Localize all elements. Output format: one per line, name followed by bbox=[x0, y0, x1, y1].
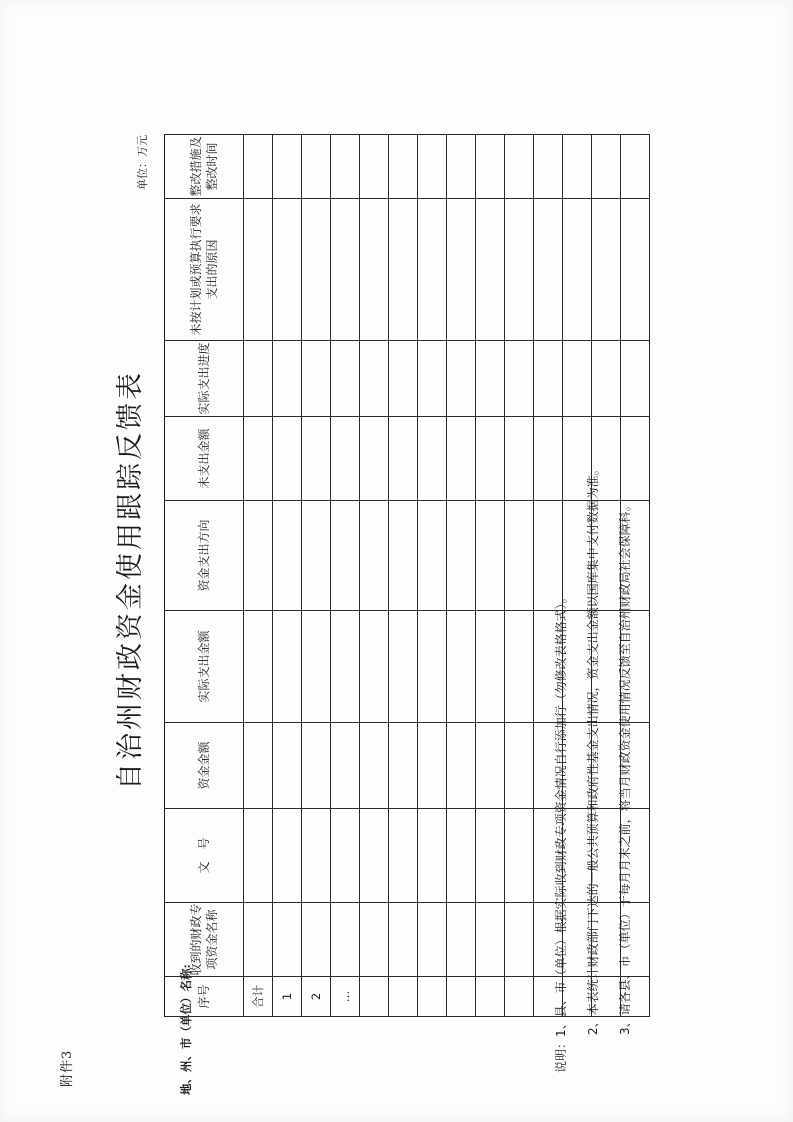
table-cell[interactable] bbox=[505, 903, 534, 977]
table-cell[interactable] bbox=[476, 809, 505, 903]
table-cell[interactable] bbox=[418, 135, 447, 199]
table-cell[interactable] bbox=[418, 341, 447, 417]
row-index-cell bbox=[418, 977, 447, 1017]
table-cell[interactable] bbox=[389, 199, 418, 341]
note-line: 2、本表统计财政部门下达的一般公共预算和政府性基金支出情况，资金支出金额以国库集中支付数据为准。 bbox=[586, 463, 600, 1035]
row-index-cell bbox=[447, 977, 476, 1017]
table-cell[interactable] bbox=[505, 501, 534, 611]
region-name-label: 地、州、市（单位）名称: bbox=[179, 964, 193, 1095]
row-index-cell: 2 bbox=[302, 977, 331, 1017]
table-row bbox=[360, 135, 389, 1017]
table-cell[interactable] bbox=[360, 199, 389, 341]
table-cell[interactable] bbox=[447, 723, 476, 809]
column-header: 收到的财政专项资金名称 bbox=[165, 903, 244, 977]
table-cell[interactable] bbox=[418, 501, 447, 611]
table-cell[interactable] bbox=[360, 611, 389, 723]
table-cell[interactable] bbox=[476, 417, 505, 501]
table-cell[interactable] bbox=[418, 417, 447, 501]
notes-section bbox=[545, 93, 641, 1073]
table-cell[interactable] bbox=[244, 809, 273, 903]
column-header: 未支出金额 bbox=[165, 417, 244, 501]
table-cell[interactable] bbox=[476, 341, 505, 417]
column-header: 未按计划或预算执行要求支出的原因 bbox=[165, 199, 244, 341]
table-cell[interactable] bbox=[447, 501, 476, 611]
column-header: 序号 bbox=[165, 977, 244, 1017]
table-cell[interactable] bbox=[302, 611, 331, 723]
table-cell[interactable] bbox=[331, 809, 360, 903]
table-cell[interactable] bbox=[389, 417, 418, 501]
row-index-cell bbox=[505, 977, 534, 1017]
table-cell[interactable] bbox=[476, 903, 505, 977]
table-cell[interactable] bbox=[273, 903, 302, 977]
table-cell[interactable] bbox=[505, 199, 534, 341]
table-row bbox=[244, 135, 273, 1017]
table-cell[interactable] bbox=[505, 723, 534, 809]
table-cell[interactable] bbox=[447, 199, 476, 341]
row-index-cell: 合计 bbox=[244, 977, 273, 1017]
table-cell[interactable] bbox=[302, 417, 331, 501]
table-cell[interactable] bbox=[331, 199, 360, 341]
table-cell[interactable] bbox=[505, 135, 534, 199]
table-cell[interactable] bbox=[389, 341, 418, 417]
table-cell[interactable] bbox=[418, 809, 447, 903]
row-index-cell: 1 bbox=[273, 977, 302, 1017]
table-cell[interactable] bbox=[273, 809, 302, 903]
column-header: 实际支出金额 bbox=[165, 611, 244, 723]
column-header: 整改措施及整改时间 bbox=[165, 135, 244, 199]
table-cell[interactable] bbox=[418, 199, 447, 341]
note-line: 说明：1、县、市（单位）根据实际收到财政专项资金情况自行添加行（勿修改表格格式）。 bbox=[554, 591, 568, 1073]
table-header-row bbox=[165, 135, 244, 1017]
table-cell[interactable] bbox=[331, 723, 360, 809]
table-cell[interactable] bbox=[447, 417, 476, 501]
column-header: 文 号 bbox=[165, 809, 244, 903]
table-cell[interactable] bbox=[331, 417, 360, 501]
table-cell[interactable] bbox=[447, 341, 476, 417]
table-cell[interactable] bbox=[360, 417, 389, 501]
rotated-sheet bbox=[40, 65, 730, 1095]
table-cell[interactable] bbox=[418, 903, 447, 977]
table-cell[interactable] bbox=[389, 903, 418, 977]
table-cell[interactable] bbox=[302, 501, 331, 611]
row-index-cell bbox=[476, 977, 505, 1017]
table-row bbox=[302, 135, 331, 1017]
table-cell[interactable] bbox=[273, 417, 302, 501]
table-cell[interactable] bbox=[418, 723, 447, 809]
table-cell[interactable] bbox=[244, 341, 273, 417]
table-cell[interactable] bbox=[244, 903, 273, 977]
table-cell[interactable] bbox=[389, 135, 418, 199]
table-cell[interactable] bbox=[447, 809, 476, 903]
table-cell[interactable] bbox=[476, 135, 505, 199]
table-cell[interactable] bbox=[476, 611, 505, 723]
table-cell[interactable] bbox=[360, 501, 389, 611]
table-cell[interactable] bbox=[447, 611, 476, 723]
table-cell[interactable] bbox=[360, 903, 389, 977]
table-cell[interactable] bbox=[389, 809, 418, 903]
table-row bbox=[447, 135, 476, 1017]
table-cell[interactable] bbox=[244, 135, 273, 199]
table-cell[interactable] bbox=[447, 903, 476, 977]
table-cell[interactable] bbox=[244, 501, 273, 611]
table-cell[interactable] bbox=[302, 135, 331, 199]
table-cell[interactable] bbox=[244, 611, 273, 723]
note-line: 3、请各县、市（单位）于每月月末之前，将当月财政资金使用情况反馈至自治州财政局社会保障科。 bbox=[618, 499, 632, 1035]
table-row bbox=[389, 135, 418, 1017]
table-cell[interactable] bbox=[244, 199, 273, 341]
table-cell[interactable] bbox=[360, 723, 389, 809]
table-cell[interactable] bbox=[505, 809, 534, 903]
table-cell[interactable] bbox=[418, 611, 447, 723]
table-cell[interactable] bbox=[273, 199, 302, 341]
column-header: 实际支出进度 bbox=[165, 341, 244, 417]
table-cell[interactable] bbox=[244, 417, 273, 501]
table-cell[interactable] bbox=[505, 611, 534, 723]
table-row bbox=[331, 135, 360, 1017]
table-row bbox=[476, 135, 505, 1017]
page-title: 自治州财政资金使用跟踪反馈表 bbox=[115, 370, 146, 790]
table-cell[interactable] bbox=[273, 341, 302, 417]
unit-label: 单位：万元 bbox=[136, 135, 149, 190]
table-row bbox=[418, 135, 447, 1017]
table-cell[interactable] bbox=[331, 135, 360, 199]
table-cell[interactable] bbox=[505, 417, 534, 501]
table-cell[interactable] bbox=[302, 903, 331, 977]
table-row bbox=[273, 135, 302, 1017]
table-cell[interactable] bbox=[273, 501, 302, 611]
table-cell[interactable] bbox=[360, 341, 389, 417]
table-cell[interactable] bbox=[244, 723, 273, 809]
table-cell[interactable] bbox=[505, 341, 534, 417]
table-cell[interactable] bbox=[360, 809, 389, 903]
table-cell[interactable] bbox=[331, 903, 360, 977]
attachment-label: 附件3 bbox=[60, 1049, 75, 1087]
table-cell[interactable] bbox=[302, 341, 331, 417]
table-cell[interactable] bbox=[331, 501, 360, 611]
table-cell[interactable] bbox=[273, 611, 302, 723]
table-cell[interactable] bbox=[302, 199, 331, 341]
table-cell[interactable] bbox=[389, 611, 418, 723]
table-cell[interactable] bbox=[302, 809, 331, 903]
table-cell[interactable] bbox=[447, 135, 476, 199]
table-cell[interactable] bbox=[476, 199, 505, 341]
column-header: 资金支出方向 bbox=[165, 501, 244, 611]
table-cell[interactable] bbox=[476, 723, 505, 809]
table-cell[interactable] bbox=[389, 723, 418, 809]
table-cell[interactable] bbox=[273, 135, 302, 199]
row-index-cell: … bbox=[331, 977, 360, 1017]
row-index-cell bbox=[360, 977, 389, 1017]
row-index-cell bbox=[389, 977, 418, 1017]
table-cell[interactable] bbox=[331, 341, 360, 417]
table-cell[interactable] bbox=[389, 501, 418, 611]
table-cell[interactable] bbox=[273, 723, 302, 809]
table-cell[interactable] bbox=[331, 611, 360, 723]
table-cell[interactable] bbox=[302, 723, 331, 809]
table-row bbox=[505, 135, 534, 1017]
table-cell[interactable] bbox=[476, 501, 505, 611]
column-header: 资金金额 bbox=[165, 723, 244, 809]
table-cell[interactable] bbox=[360, 135, 389, 199]
